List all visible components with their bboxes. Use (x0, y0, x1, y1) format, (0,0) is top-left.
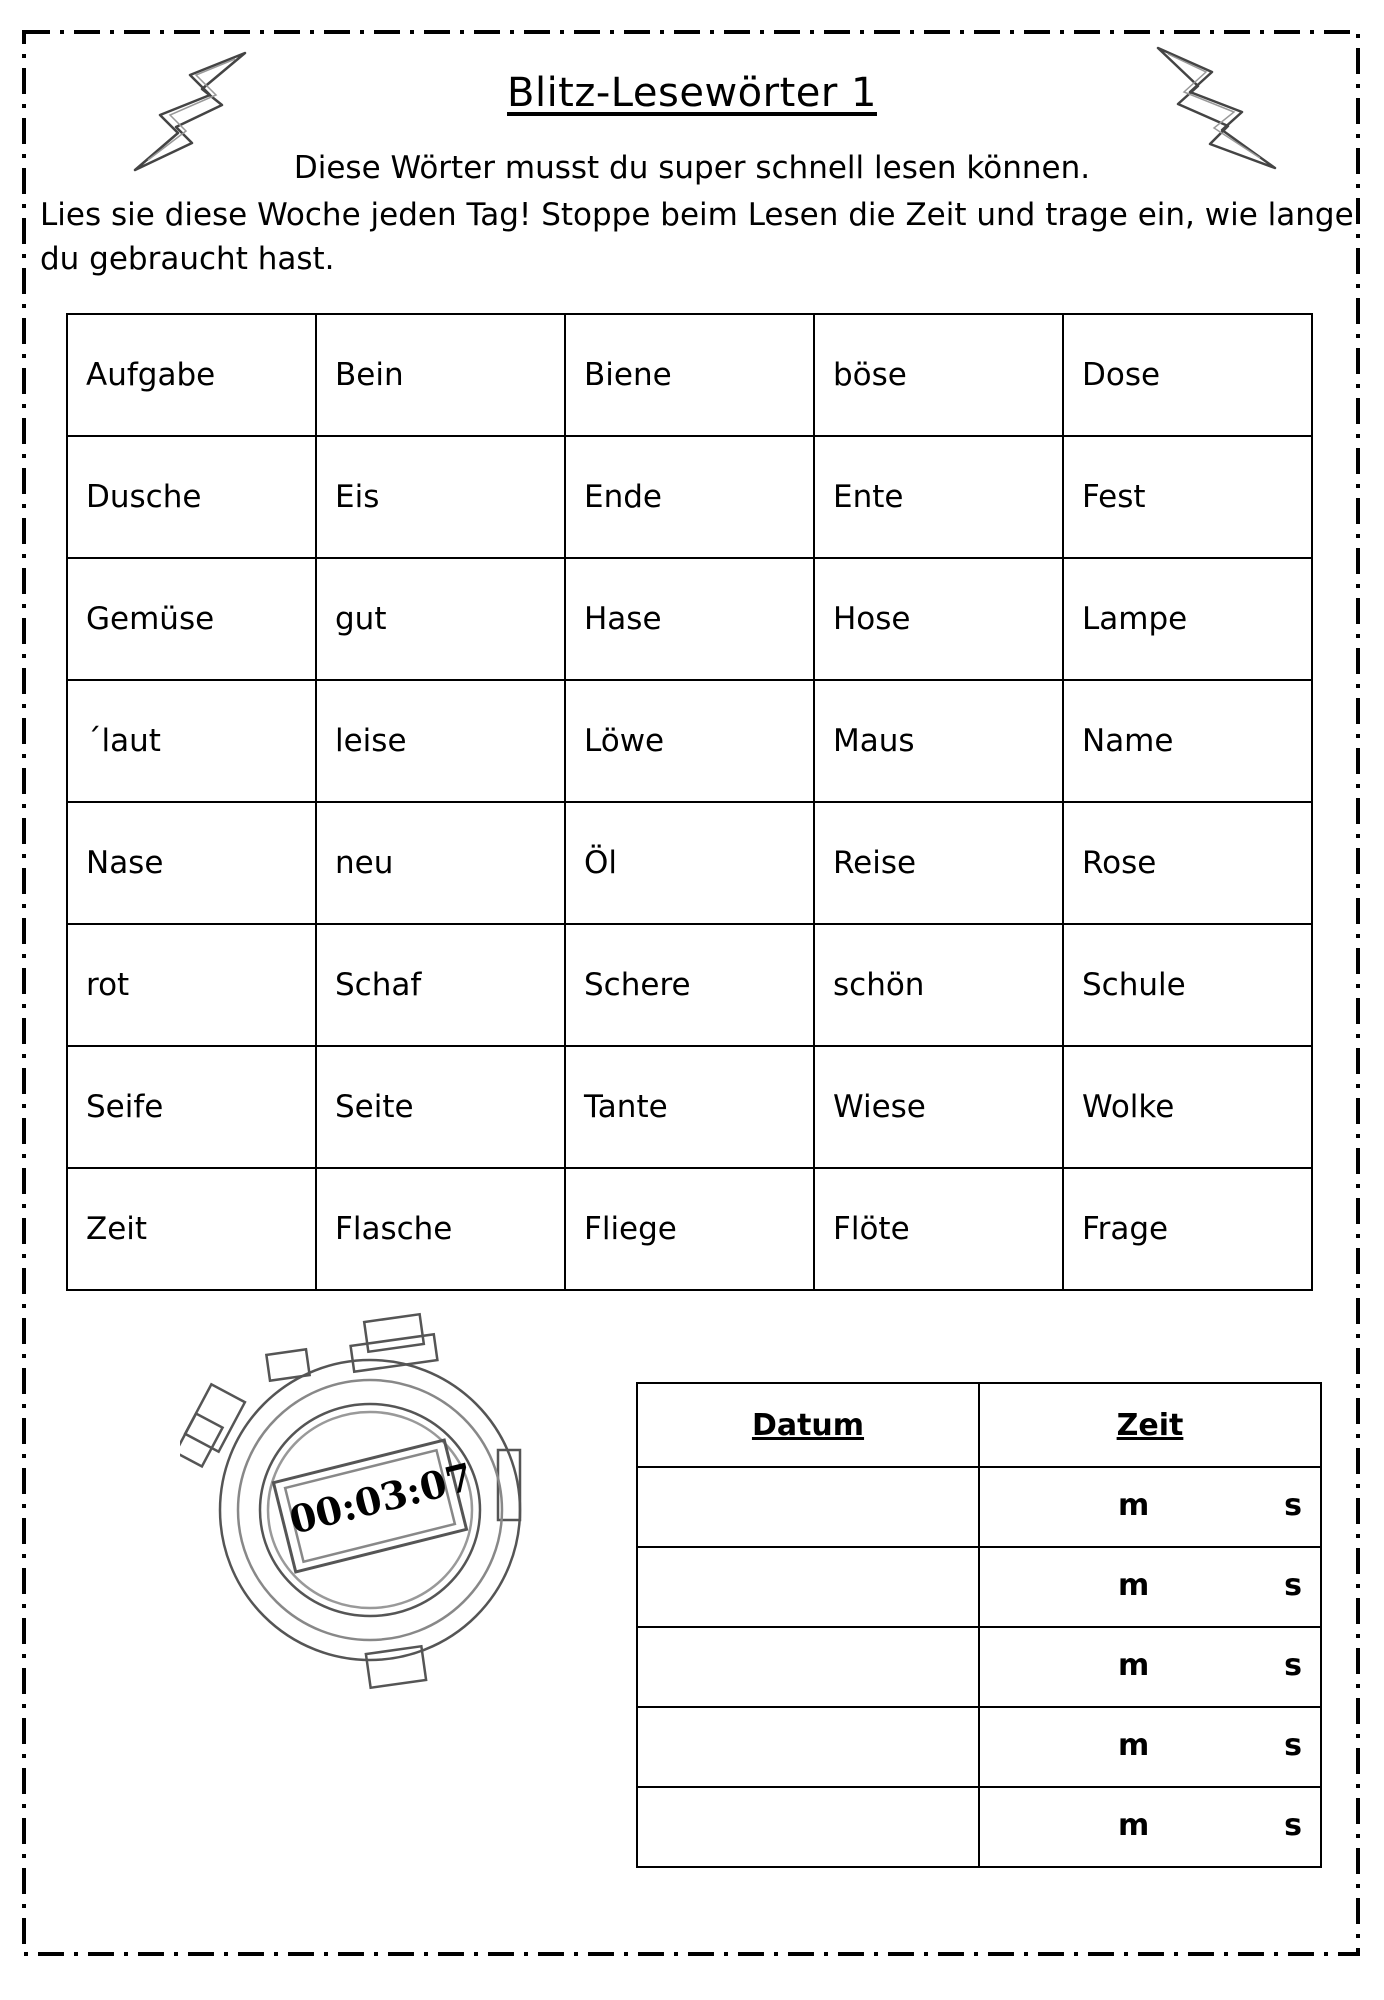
table-row (67, 558, 1312, 680)
word-cell: Schere (565, 924, 814, 1046)
table-row (637, 1467, 1321, 1547)
word-cell: Löwe (565, 680, 814, 802)
time-cell[interactable] (979, 1787, 1321, 1867)
table-row (67, 314, 1312, 436)
intro-text-line-1: Diese Wörter musst du super schnell lesen können. (293, 150, 1091, 186)
date-cell[interactable] (637, 1787, 979, 1867)
date-cell[interactable] (637, 1467, 979, 1547)
word-cell: Wolke (1063, 1046, 1312, 1168)
time-cell[interactable] (979, 1547, 1321, 1627)
word-cell: leise (316, 680, 565, 802)
table-row (67, 436, 1312, 558)
word-cell: Tante (565, 1046, 814, 1168)
word-cell: Fest (1063, 436, 1312, 558)
seconds-unit: s (1284, 1808, 1302, 1843)
word-cell: Seite (316, 1046, 565, 1168)
seconds-unit: s (1284, 1488, 1302, 1523)
word-cell: rot (67, 924, 316, 1046)
time-cell[interactable] (979, 1707, 1321, 1787)
word-cell: Dusche (67, 436, 316, 558)
word-cell: gut (316, 558, 565, 680)
seconds-unit: s (1284, 1728, 1302, 1763)
minutes-unit: m (1118, 1488, 1150, 1523)
date-cell[interactable] (637, 1627, 979, 1707)
date-cell[interactable] (637, 1547, 979, 1627)
word-cell: Hose (814, 558, 1063, 680)
word-cell: Biene (565, 314, 814, 436)
word-cell: Gemüse (67, 558, 316, 680)
minutes-unit: m (1118, 1568, 1150, 1603)
word-cell: Name (1063, 680, 1312, 802)
table-header-row (637, 1383, 1321, 1467)
word-cell: Lampe (1063, 558, 1312, 680)
word-cell: Eis (316, 436, 565, 558)
table-row (67, 802, 1312, 924)
word-cell: Hase (565, 558, 814, 680)
word-cell: Maus (814, 680, 1063, 802)
word-grid (66, 313, 1313, 1291)
word-cell: Aufgabe (67, 314, 316, 436)
word-cell: Seife (67, 1046, 316, 1168)
date-cell[interactable] (637, 1707, 979, 1787)
word-cell: Flasche (316, 1168, 565, 1290)
minutes-unit: m (1118, 1648, 1150, 1683)
word-cell: Flöte (814, 1168, 1063, 1290)
word-cell: Wiese (814, 1046, 1063, 1168)
minutes-unit: m (1118, 1808, 1150, 1843)
time-cell[interactable] (979, 1467, 1321, 1547)
table-row (67, 1046, 1312, 1168)
intro-text-line-2: Lies sie diese Woche jeden Tag! Stoppe beim Lesen die Zeit und trage ein, wie lange du gebraucht hast. (40, 197, 1354, 277)
minutes-unit: m (1118, 1728, 1150, 1763)
date-header: Datum (637, 1383, 979, 1467)
table-row (637, 1787, 1321, 1867)
word-cell: Fliege (565, 1168, 814, 1290)
word-cell: Frage (1063, 1168, 1312, 1290)
time-header: Zeit (979, 1383, 1321, 1467)
word-cell: Öl (565, 802, 814, 924)
word-cell: Reise (814, 802, 1063, 924)
table-row (67, 1168, 1312, 1290)
table-row (637, 1627, 1321, 1707)
time-log-table (636, 1382, 1322, 1868)
word-cell: Rose (1063, 802, 1312, 924)
word-cell: Nase (67, 802, 316, 924)
word-cell: schön (814, 924, 1063, 1046)
word-cell: Dose (1063, 314, 1312, 436)
word-cell: Zeit (67, 1168, 316, 1290)
word-cell: Schaf (316, 924, 565, 1046)
page-title: Blitz-Lesewörter 1 (507, 70, 877, 116)
word-cell: böse (814, 314, 1063, 436)
word-cell: ´laut (67, 680, 316, 802)
seconds-unit: s (1284, 1648, 1302, 1683)
word-cell: neu (316, 802, 565, 924)
table-row (637, 1547, 1321, 1627)
table-row (637, 1707, 1321, 1787)
word-cell: Ente (814, 436, 1063, 558)
word-cell: Ende (565, 436, 814, 558)
word-cell: Schule (1063, 924, 1312, 1046)
table-row (67, 680, 1312, 802)
stopwatch-display: 00:03:07 (284, 1453, 477, 1543)
seconds-unit: s (1284, 1568, 1302, 1603)
table-row (67, 924, 1312, 1046)
word-cell: Bein (316, 314, 565, 436)
time-cell[interactable] (979, 1627, 1321, 1707)
